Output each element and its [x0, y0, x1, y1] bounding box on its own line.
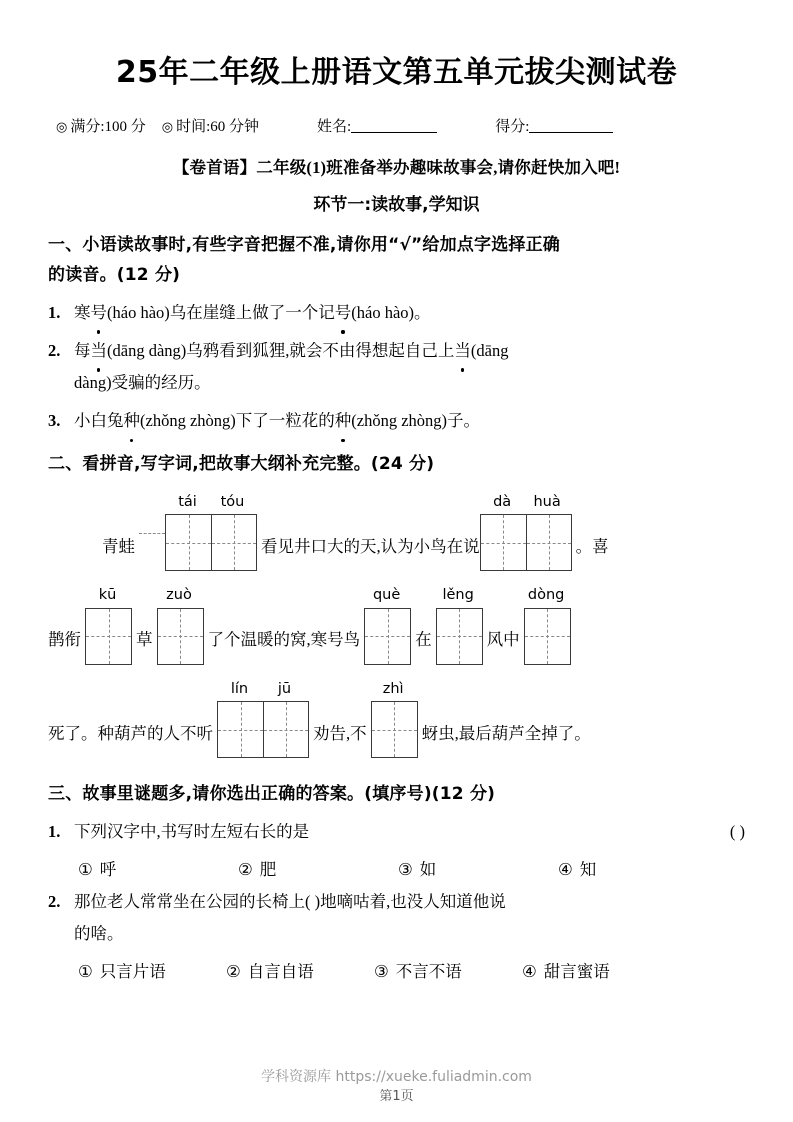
writing-row-2: [48, 587, 745, 664]
writing-row-1: [48, 494, 745, 571]
section-1-item-2-continued: dàng)受骗的经历。: [74, 372, 211, 392]
row2-pinyin-4: [436, 587, 483, 604]
row2-mid-text-2: 了个温暖的窝,寒号鸟: [207, 630, 361, 650]
pinyin-syllable: lěng: [442, 587, 474, 604]
pinyin-syllable: tóu: [220, 493, 245, 510]
text-part-a: 小白兔: [74, 411, 124, 431]
item-number: 2.: [48, 340, 61, 360]
row2-grid-group-1[interactable]: [85, 587, 132, 664]
writing-boxes[interactable]: [157, 608, 204, 665]
writing-cell[interactable]: [372, 702, 417, 757]
row1-pinyin-2: [480, 494, 572, 511]
time-label: 时间:60 分钟: [176, 119, 260, 135]
option-4[interactable]: [522, 958, 670, 982]
writing-boxes[interactable]: [85, 608, 132, 665]
writing-row-3: [48, 681, 745, 758]
section-1-heading-line1: 一、小语读故事时,有些字音把握不准,请你用“√”给加点字选择正确: [48, 235, 560, 255]
row2-grid-group-2[interactable]: [157, 587, 204, 664]
writing-boxes[interactable]: [165, 514, 257, 571]
pinyin-syllable: dà: [493, 493, 512, 510]
page-title: 25年二年级上册语文第五单元拔尖测试卷: [115, 55, 678, 90]
row3-pinyin-2: [371, 681, 418, 698]
row1-pinyin-1: [165, 494, 257, 511]
option-marker: ②: [226, 962, 241, 982]
full-score-label: 满分:100 分: [70, 119, 146, 135]
option-marker: ①: [78, 962, 93, 982]
text-part-b: (dāng dàng)乌鸦看到狐狸,就会不由得想起自己上: [107, 340, 455, 360]
row3-pinyin-1: [217, 681, 309, 698]
dotted-char-2: 当: [454, 335, 471, 367]
option-3[interactable]: [398, 856, 558, 880]
section-3-item-2: [48, 886, 745, 918]
text-part-c: (háo hào)。: [351, 302, 431, 322]
stage-heading: 环节一:读故事,学知识: [313, 195, 480, 215]
option-label: 只言片语: [99, 962, 166, 982]
option-label: 呼: [99, 860, 117, 880]
row2-grid-group-3[interactable]: [364, 587, 411, 664]
row3-grid-group-2[interactable]: [371, 681, 418, 758]
writing-cell[interactable]: [218, 702, 263, 757]
section-3-item-2-options: [48, 958, 745, 982]
option-marker: ③: [398, 860, 413, 880]
pinyin-syllable: zuò: [166, 587, 192, 604]
item-number: 3.: [48, 411, 61, 431]
row2-pinyin-2: [157, 587, 204, 604]
section-1-item-1: [48, 297, 745, 329]
writing-boxes[interactable]: [217, 701, 309, 758]
section-2-heading: 二、看拼音,写字词,把故事大纲补充完整。(24 分): [48, 454, 435, 475]
text-part-a: 寒: [74, 302, 91, 322]
option-1[interactable]: [78, 856, 238, 880]
row2-grid-group-4[interactable]: [436, 587, 483, 664]
row3-grid-group-1[interactable]: [217, 681, 309, 758]
writing-cell[interactable]: [526, 515, 571, 570]
row2-grid-group-5[interactable]: [524, 587, 571, 664]
option-marker: ①: [78, 860, 93, 880]
row1-grid-group-2[interactable]: [480, 494, 572, 571]
option-label: 如: [419, 860, 437, 880]
section-3-item-1: [48, 816, 745, 848]
text-part-c: (zhǒng zhòng)子。: [351, 411, 481, 431]
dotted-char-1: 号: [91, 297, 108, 329]
pinyin-syllable: huà: [533, 493, 561, 510]
row1-tail-text: 。喜: [575, 536, 609, 556]
row2-pinyin-5: [524, 587, 571, 604]
item-text: 那位老人常常坐在公园的长椅上( )地嘀咕着,也没人知道他说: [74, 892, 506, 912]
section-1-item-2: [48, 335, 745, 367]
score-field-group: [495, 115, 613, 136]
row1-grid-group-1[interactable]: [139, 494, 257, 571]
item-text: [74, 335, 745, 367]
dotted-char-2: 种: [335, 405, 352, 437]
row2-mid-text-4: 风中: [486, 630, 520, 650]
writing-cell[interactable]: [166, 515, 211, 570]
option-marker: ②: [238, 860, 253, 880]
writing-cell[interactable]: [86, 609, 131, 664]
item-number: 1.: [48, 821, 61, 841]
option-label: 不言不语: [395, 962, 462, 982]
section-3-item-2-continued: 的啥。: [74, 924, 124, 944]
exam-meta-row: [48, 115, 745, 136]
name-label: 姓名:: [317, 119, 352, 135]
option-marker: ④: [522, 962, 537, 982]
item-number: 2.: [48, 892, 61, 912]
writing-cell[interactable]: [481, 515, 526, 570]
option-label: 肥: [259, 860, 277, 880]
text-part-b: (zhǒng zhòng)下了一粒花的: [140, 411, 335, 431]
item-text: [74, 405, 745, 437]
row2-pinyin-1: [85, 587, 132, 604]
dotted-char-1: 种: [124, 405, 141, 437]
option-2[interactable]: [226, 958, 374, 982]
answer-bracket[interactable]: ( ): [729, 821, 745, 841]
pinyin-syllable: lín: [230, 680, 249, 697]
pinyin-syllable: dòng: [527, 587, 565, 604]
page-footer: [0, 1068, 793, 1106]
option-4[interactable]: [558, 856, 718, 880]
pinyin-syllable: què: [372, 587, 401, 604]
item-number: 1.: [48, 302, 61, 322]
option-label: 知: [579, 860, 597, 880]
pinyin-syllable: jū: [277, 680, 292, 697]
option-label: 自言自语: [247, 962, 314, 982]
pinyin-syllable: tái: [178, 493, 197, 510]
name-field-group: [317, 115, 437, 136]
time-info: [162, 115, 259, 136]
section-1-item-3: [48, 405, 745, 437]
diamond-icon-2: ◎: [161, 119, 174, 134]
option-1[interactable]: [78, 958, 226, 982]
option-marker: ③: [374, 962, 389, 982]
watermark-text: 学科资源库 https://xueke.fuliadmin.com: [261, 1068, 532, 1085]
text-part-c: (dāng: [470, 340, 509, 360]
writing-cell[interactable]: [437, 609, 482, 664]
writing-boxes[interactable]: [371, 701, 418, 758]
dotted-char-1: 当: [91, 335, 108, 367]
writing-cell[interactable]: [263, 702, 308, 757]
section-3-heading: 三、故事里谜题多,请你选出正确的答案。(填序号)(12 分): [48, 784, 496, 805]
pinyin-syllable: kū: [98, 587, 117, 604]
row2-lead-text: 鹊衔: [48, 630, 81, 650]
option-marker: ④: [558, 860, 573, 880]
dotted-char-2: 号: [335, 297, 352, 329]
writing-cell[interactable]: [211, 515, 256, 570]
writing-cell[interactable]: [365, 609, 410, 664]
option-3[interactable]: [374, 958, 522, 982]
name-input-blank[interactable]: [351, 118, 437, 133]
row2-mid-text-1: 草: [136, 630, 153, 650]
full-score-info: [56, 115, 146, 136]
row3-lead-text: 死了。种葫芦的人不听: [48, 723, 213, 743]
option-2[interactable]: [238, 856, 398, 880]
row1-mid-text: 看见井口大的天,认为小鸟在说: [261, 536, 480, 556]
row3-mid-text: 劝告,不: [313, 723, 367, 743]
score-label: 得分:: [495, 119, 530, 135]
row2-pinyin-3: [364, 587, 411, 604]
row1-lead-text: 青蛙: [102, 536, 135, 556]
writing-boxes[interactable]: [436, 608, 483, 665]
section-1-heading-line2: 的读音。(12 分): [48, 264, 181, 285]
writing-boxes[interactable]: [364, 608, 411, 665]
item-text: [74, 297, 745, 329]
writing-boxes[interactable]: [480, 514, 572, 571]
row3-tail-text: 蚜虫,最后葫芦全掉了。: [421, 723, 591, 743]
page-number: 第1页: [379, 1088, 414, 1104]
writing-boxes[interactable]: [524, 608, 571, 665]
pinyin-syllable: zhì: [382, 680, 404, 697]
row2-mid-text-3: 在: [415, 630, 432, 650]
writing-cell[interactable]: [158, 609, 203, 664]
diamond-icon: ◎: [56, 119, 68, 134]
writing-cell[interactable]: [525, 609, 570, 664]
section-3-item-1-options: [48, 856, 745, 880]
guide-left: [139, 494, 165, 571]
item-text: 下列汉字中,书写时左短右长的是: [74, 821, 310, 841]
option-label: 甜言蜜语: [543, 962, 610, 982]
text-part-b: (háo hào)乌在崖缝上做了一个记: [107, 302, 335, 322]
score-input-blank[interactable]: [529, 118, 613, 133]
text-part-a: 每: [74, 340, 91, 360]
preface-text: 【卷首语】二年级(1)班准备举办趣味故事会,请你赶快加入吧!: [172, 158, 621, 177]
